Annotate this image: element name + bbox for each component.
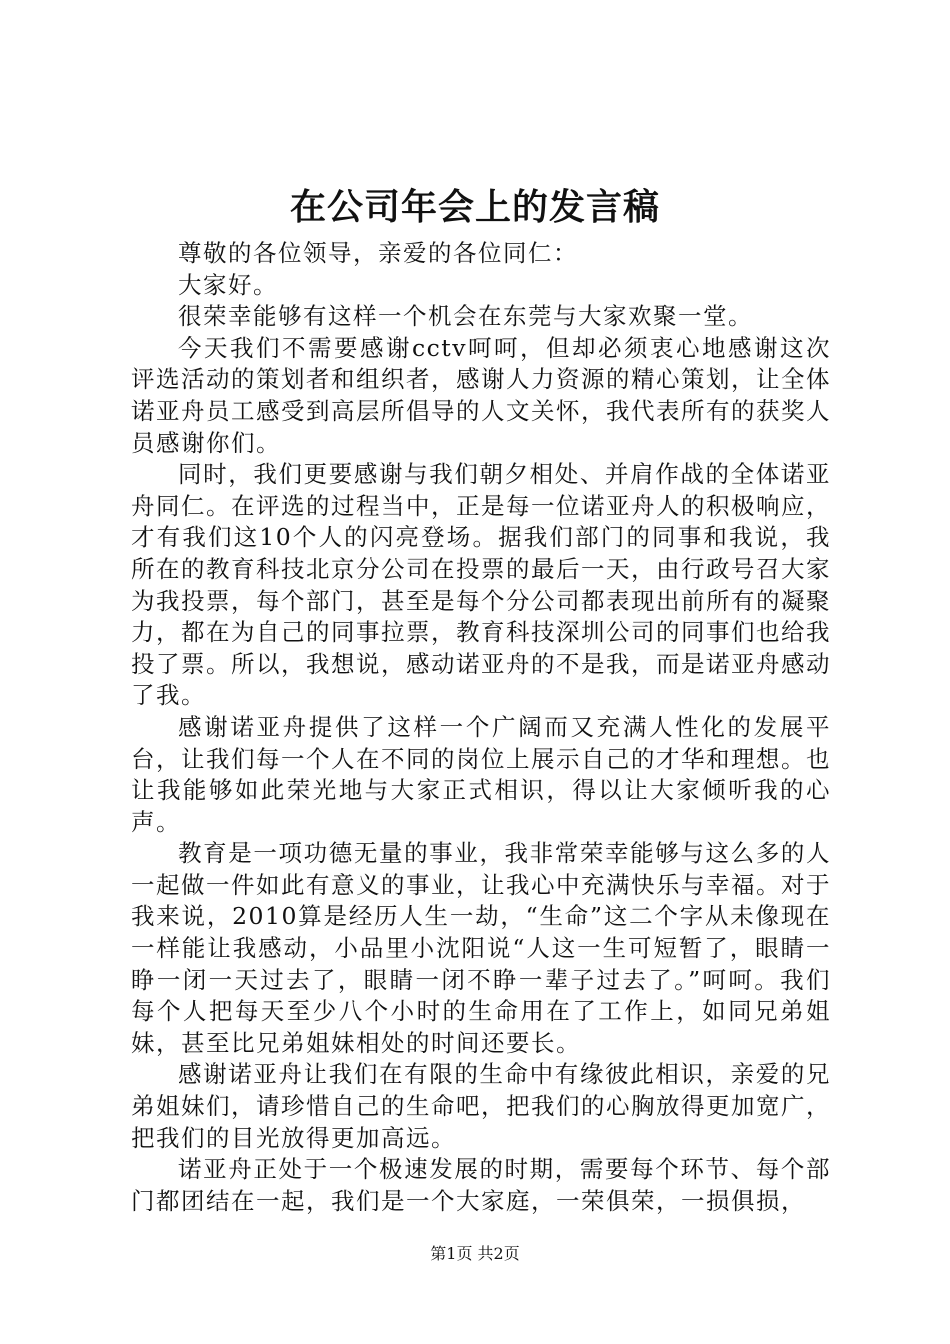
- document-title: 在公司年会上的发言稿: [289, 186, 660, 228]
- paragraph-salutation: 尊敬的各位领导，亲爱的各位同仁：: [178, 239, 578, 267]
- paragraph: 今天我们不需要感谢cctv呵呵，但却必须衷心地感谢这次评选活动的策划者和组织者，感谢人力资源的精心策划，让全体诺亚舟员工感受到高层所倡导的人文关怀，我代表所有的获奖人员感谢你们。: [131, 333, 831, 457]
- paragraph: 同时，我们更要感谢与我们朝夕相处、并肩作战的全体诺亚舟同仁。在评选的过程当中，正是每一位诺亚舟人的积极响应，才有我们这10个人的闪亮登场。据我们部门的同事和我说，我所在的教育科技北京分公司在投票的最后一天，由行政号召大家为我投票，每个部门，甚至是每个分公司都表现出前所有的凝聚力，都在为自己的同事拉票，教育科技深圳公司的同事们也给我投了票。所以，我想说，感动诺亚舟的不是我，而是诺亚舟感动了我。: [131, 460, 831, 710]
- paragraph: 很荣幸能够有这样一个机会在东莞与大家欢聚一堂。: [178, 302, 753, 331]
- paragraph: 教育是一项功德无量的事业，我非常荣幸能够与这么多的人一起做一件如此有意义的事业，让我心中充满快乐与幸福。对于我来说，2010算是经历人生一劫，“生命”这二个字从未像现在一样能让我感动，小品里小沈阳说“人这一生可短暂了，眼睛一睁一闭一天过去了，眼睛一闭不睁一辈子过去了。”呵呵。我们每个人把每天至少八个小时的生命用在了工作上，如同兄弟姐妹，甚至比兄弟姐妹相处的时间还要长。: [131, 839, 831, 1057]
- paragraph-greeting: 大家好。: [178, 270, 278, 299]
- paragraph: 感谢诺亚舟让我们在有限的生命中有缘彼此相识，亲爱的兄弟姐妹们，请珍惜自己的生命吧，把我们的心胸放得更加宽广，把我们的目光放得更加高远。: [131, 1060, 831, 1152]
- document-body: [131, 238, 831, 1217]
- paragraph: 诺亚舟正处于一个极速发展的时期，需要每个环节、每个部门都团结在一起，我们是一个大家庭，一荣俱荣，一损俱损，: [131, 1155, 831, 1215]
- paragraph: 感谢诺亚舟提供了这样一个广阔而又充满人性化的发展平台，让我们每一个人在不同的岗位上展示自己的才华和理想。也让我能够如此荣光地与大家正式相识，得以让大家倾听我的心声。: [131, 712, 831, 836]
- page-number-footer: 第1页 共2页: [430, 1244, 520, 1263]
